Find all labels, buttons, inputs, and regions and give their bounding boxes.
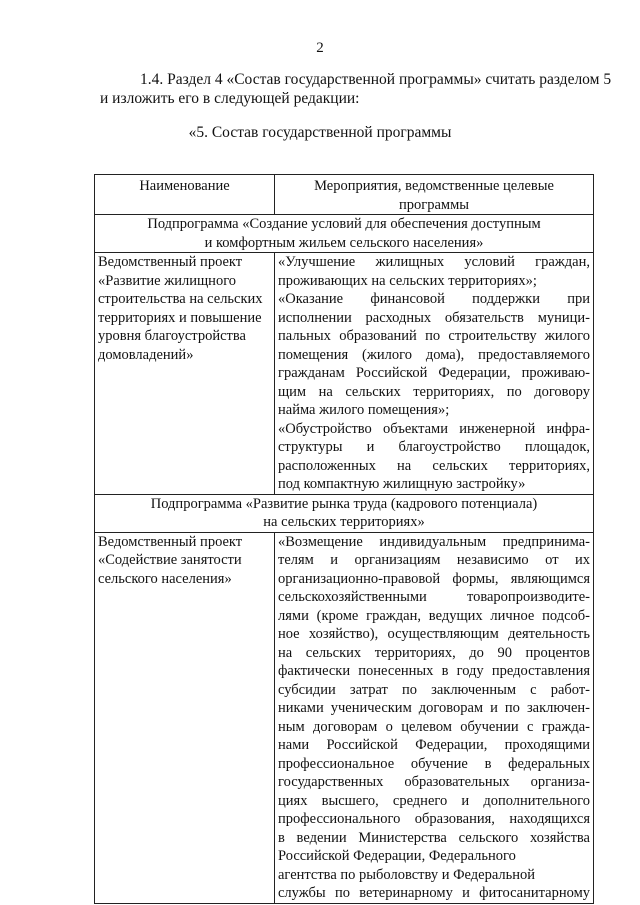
subprogram-2-project-cell bbox=[95, 532, 275, 903]
table-header-row bbox=[95, 175, 594, 215]
measures-2-line: государственных образовательных организа- bbox=[278, 774, 590, 790]
measures-1-line: расположенных на сельских территориях, bbox=[278, 457, 590, 474]
project-2-line: «Содействие занятости bbox=[98, 552, 242, 568]
subprogram-1-title-row bbox=[95, 215, 594, 253]
measures-1-line: гражданам Российской Федерации, проживаю- bbox=[278, 365, 590, 381]
measures-2-line: телям и организациям независимо от их bbox=[278, 552, 590, 568]
measures-1-line: исполнении расходных обязательств муници- bbox=[278, 309, 590, 326]
measures-2-line: службы по ветеринарному и фитосанитарному bbox=[278, 885, 590, 901]
project-2-line: Ведомственный проект bbox=[98, 533, 243, 550]
subprogram-2-title-line-1: Подпрограмма «Развитие рынка труда (кадрового потенциала) bbox=[150, 495, 538, 512]
subprogram-2-row bbox=[95, 532, 594, 903]
measures-2-line: в ведении Министерства сельского хозяйства bbox=[278, 829, 590, 846]
measures-1-line: помещения (жилого дома), предоставляемого bbox=[278, 346, 590, 363]
measures-2-line: сельскохозяйственными товаропроизводите- bbox=[278, 589, 590, 605]
project-1-line: уровня благоустройства bbox=[98, 328, 246, 344]
page-number: 2 bbox=[316, 40, 324, 56]
subprogram-1-row bbox=[95, 253, 594, 495]
program-composition-table bbox=[94, 174, 594, 904]
measures-1-line: структуры и благоустройство площадок, bbox=[278, 439, 590, 455]
measures-2-line: Российской Федерации, Федерального bbox=[278, 848, 516, 864]
header-name: Наименование bbox=[139, 178, 230, 194]
subprogram-1-title-line-1: Подпрограмма «Создание условий для обеспечения доступным bbox=[147, 216, 541, 232]
intro-line-2: и изложить его в следующей редакции: bbox=[100, 90, 360, 107]
subprogram-1-title-line-2: и комфортным жильем сельского населения» bbox=[204, 234, 484, 251]
subprogram-2-measures-cell bbox=[275, 532, 594, 903]
subprogram-1-title bbox=[95, 215, 594, 253]
measures-2-line: фактически понесенных в году предоставления bbox=[278, 663, 590, 679]
measures-2-line: циях высшего, среднего и дополнительного bbox=[278, 792, 590, 809]
subprogram-2-title-row bbox=[95, 494, 594, 532]
measures-2-line: никами ученическим договорам и по заключен- bbox=[278, 700, 590, 716]
project-2-line: сельского населения» bbox=[98, 570, 232, 587]
measures-1-line: проживающих на сельских территориях»; bbox=[278, 272, 537, 289]
subprogram-2-title-line-2: на сельских территориях» bbox=[263, 514, 425, 530]
project-1-line: домовладений» bbox=[98, 346, 194, 363]
header-measures-line-1: Мероприятия, ведомственные целевые bbox=[314, 178, 554, 194]
measures-2-line: нами Российской Федерации, проходящими bbox=[278, 737, 590, 753]
intro-paragraph bbox=[100, 70, 612, 108]
measures-2-line: профессионального образования, находящихся bbox=[278, 811, 590, 827]
measures-2-line: агентства по рыболовству и Федеральной bbox=[278, 866, 536, 883]
measures-2-line: «Возмещение индивидуальным предпринима- bbox=[278, 533, 590, 550]
section-heading: «5. Состав государственной программы bbox=[188, 124, 452, 141]
measures-2-line: ным договорам о целевом обучении с гражда- bbox=[278, 718, 590, 735]
measures-1-line: «Оказание финансовой поддержки при bbox=[278, 291, 590, 307]
project-1-line: строительства на сельских bbox=[98, 291, 263, 307]
measures-2-line: лями (кроме граждан, ведущих личное подсоб- bbox=[278, 607, 590, 624]
measures-1-line: под компактную жилищную застройку» bbox=[278, 476, 526, 492]
subprogram-2-title bbox=[95, 494, 594, 532]
project-1-line: «Развитие жилищного bbox=[98, 272, 237, 289]
header-name-cell bbox=[95, 175, 275, 215]
measures-1-line: «Обустройство объектами инженерной инфра- bbox=[278, 420, 590, 437]
intro-line-1: 1.4. Раздел 4 «Состав государственной программы» считать разделом 5 bbox=[140, 71, 612, 88]
measures-1-line: найма жилого помещения»; bbox=[278, 402, 450, 418]
measures-1-line: «Улучшение жилищных условий граждан, bbox=[278, 254, 590, 270]
measures-2-line: на сельских территориях, до 90 процентов bbox=[278, 644, 590, 661]
measures-2-line: ное хозяйство), осуществляющим деятельность bbox=[278, 626, 590, 642]
measures-2-line: субсидии затрат по заключенным с работ- bbox=[278, 681, 590, 698]
measures-1-line: щим на сельских территориях, по договору bbox=[278, 383, 590, 400]
measures-2-line: профессиональное обучение в федеральных bbox=[278, 755, 590, 772]
project-1-line: Ведомственный проект bbox=[98, 254, 243, 270]
header-measures-cell bbox=[275, 175, 594, 215]
subprogram-1-measures-cell bbox=[275, 253, 594, 495]
measures-1-line: пальных образований по строительству жилого bbox=[278, 328, 590, 344]
header-measures-line-2: программы bbox=[399, 196, 469, 213]
subprogram-1-project-cell bbox=[95, 253, 275, 495]
measures-2-line: организационно-правовой формы, являющимся bbox=[278, 570, 590, 587]
project-1-line: территориях и повышение bbox=[98, 309, 262, 326]
